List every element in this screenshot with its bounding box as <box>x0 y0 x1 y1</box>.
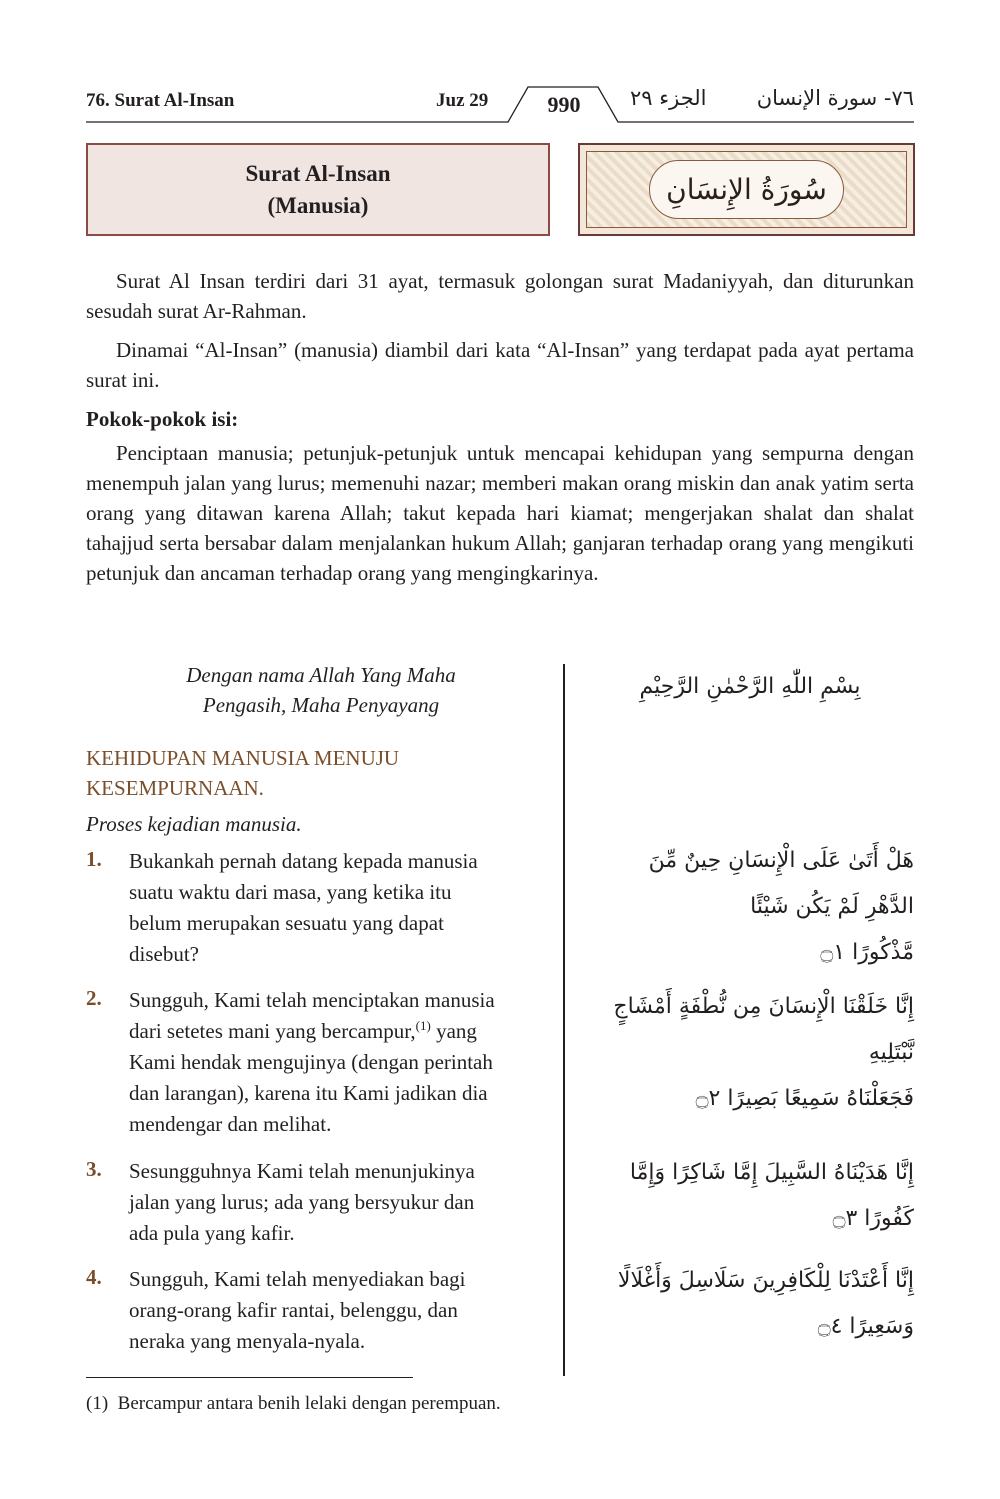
verse-translation: Sesungguhnya Kami telah menunjukinya jalan yang lurus; ada yang bersyukur dan ada pula yang kafir. <box>129 1159 475 1245</box>
pokok-heading: Pokok-pokok isi: <box>86 407 239 431</box>
basmalah-translation: Dengan nama Allah Yang Maha Pengasih, Maha Penyayang <box>186 663 456 717</box>
verse-translation: Bukankah pernah datang kepada manusia suatu waktu dari masa, yang ketika itu belum merupakan sesuatu yang dapat disebut? <box>129 849 478 966</box>
arabic-ornament-box <box>578 143 915 236</box>
intro-paragraph-2: Dinamai “Al-Insan” (manusia) diambil dari kata “Al-Insan” yang terdapat pada ayat pertama surat ini. <box>86 338 914 392</box>
ornament-pattern <box>586 151 907 228</box>
verse-arabic: إِنَّا خَلَقْنَا الْإِنسَانَ مِن نُّطْفَةٍ أَمْشَاجٍ نَّبْتَلِيهِ فَجَعَلْنَاهُ سَمِيعًا بَصِيرًا ۝٢ <box>613 994 914 1111</box>
verse-number: 2. <box>86 986 102 1010</box>
arabic-surah-calligraphy: سُورَةُ الإِنسَانِ <box>649 160 844 219</box>
surah-meaning: (Manusia) <box>267 192 369 218</box>
surah-title: Surat Al-Insan <box>245 160 391 186</box>
footnote: (1) Bercampur antara benih lelaki dengan perempuan. <box>86 1393 501 1414</box>
pokok-text: Penciptaan manusia; petunjuk-petunjuk untuk mencapai kehidupan yang sempurna dengan menempuh jalan yang lurus; memenuhi nazar; memberi makan orang miskin dan anak yatim serta orang yang ditawan karena Allah; takut kepada hari kiamat; mengerjakan shalat dan shalat tahajjud serta bersabar dalam menjalankan hukum Allah; ganjaran terhadap orang yang mengikuti petunjuk dan ancaman terhadap orang yang mengingkarinya. <box>86 441 914 585</box>
section-heading: KEHIDUPAN MANUSIA MENUJU KESEMPURNAAN. <box>86 746 400 800</box>
verse-translation: Sungguh, Kami telah menyediakan bagi orang-orang kafir rantai, belenggu, dan neraka yang menyala-nyala. <box>129 1267 466 1353</box>
verse-arabic: إِنَّا أَعْتَدْنَا لِلْكَافِرِينَ سَلَاسِلَ وَأَغْلَالًا وَسَعِيرًا ۝٤ <box>617 1268 914 1339</box>
verse-number: 4. <box>86 1265 102 1289</box>
footnote-rule <box>86 1377 413 1378</box>
verse-arabic: هَلْ أَتَىٰ عَلَى الْإِنسَانِ حِينٌ مِّنَ الدَّهْرِ لَمْ يَكُن شَيْئًا مَّذْكُورًا ۝١ <box>648 848 914 965</box>
page-number: 990 <box>547 92 581 117</box>
surah-title-box <box>86 143 550 236</box>
intro-paragraph-1: Surat Al Insan terdiri dari 31 ayat, termasuk golongan surat Madaniyyah, dan diturunkan sesudah surat Ar-Rahman. <box>86 269 914 323</box>
header-arabic-surah: ٧٦- سورة الإنسان <box>756 86 914 110</box>
header-surah-title: 76. Surat Al-Insan <box>86 90 235 111</box>
section-subheading: Proses kejadian manusia. <box>86 812 302 836</box>
basmalah-arabic: بِسْمِ اللّٰهِ الرَّحْمٰنِ الرَّحِيْمِ <box>639 674 861 699</box>
header-rule <box>0 0 1000 140</box>
verse-translation: Sungguh, Kami telah menciptakan manusia dari setetes mani yang bercampur,$^{(1)}$ yang Kami hendak mengujinya (dengan perintah dan larangan), karena itu Kami jadikan dia mendengar dan melihat. <box>129 988 495 1136</box>
header-juz: Juz 29 <box>436 90 489 111</box>
verse-number: 3. <box>86 1157 102 1181</box>
verse-number: 1. <box>86 847 102 871</box>
column-divider <box>563 664 565 1376</box>
footnote-ref[interactable]: (1) <box>415 1018 431 1033</box>
header-arabic-juz: الجزء ٢٩ <box>630 86 707 110</box>
verse-arabic: إِنَّا هَدَيْنَاهُ السَّبِيلَ إِمَّا شَاكِرًا وَإِمَّا كَفُورًا ۝٣ <box>629 1160 914 1231</box>
